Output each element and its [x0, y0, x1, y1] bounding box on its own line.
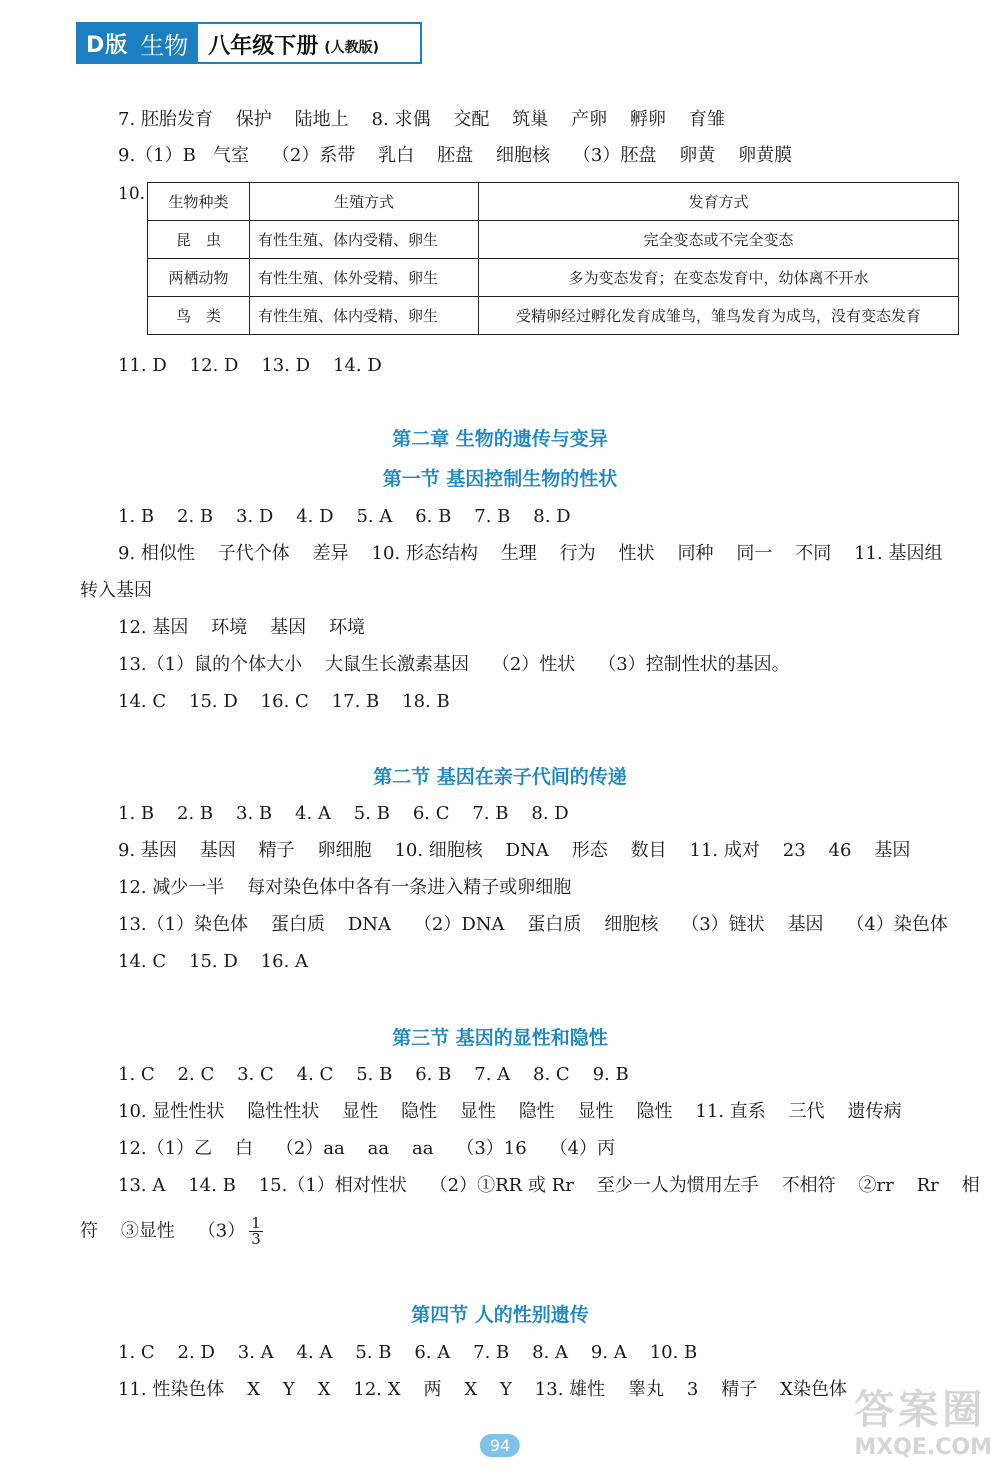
section-1-title: 第一节 基因控制生物的性状 [382, 468, 618, 490]
s3-line-1: 1. C 2. C 3. C 4. C 5. B 6. B 7. A 8. C 9. B [118, 1064, 629, 1085]
table-header: 生物种类 [148, 183, 250, 221]
section-4-title: 第四节 人的性别遗传 [411, 1304, 589, 1326]
table-cell: 昆 虫 [148, 221, 250, 259]
table-cell: 鸟 类 [148, 297, 250, 335]
s3-line-2: 10. 显性性状 隐性性状 显性 隐性 显性 隐性 显性 隐性 11. 直系 三代 遗传病 [118, 1101, 902, 1122]
table-row [148, 297, 959, 335]
s2-line-3: 12. 减少一半 每对染色体中各有一条进入精子或卵细胞 [118, 877, 572, 898]
book-title: 八年级下册 [208, 34, 319, 59]
s2-line-4: 13.（1）染色体 蛋白质 DNA （2）DNA 蛋白质 细胞核 （3）链状 基因 （4）染色体 [118, 914, 948, 935]
s1-line-4: 12. 基因 环境 基因 环境 [118, 617, 366, 638]
page-header [76, 22, 422, 64]
table-row [148, 221, 959, 259]
s1-line-1: 1. B 2. B 3. D 4. D 5. A 6. B 7. B 8. D [118, 506, 571, 527]
s4-line-1: 1. C 2. D 3. A 4. A 5. B 6. A 7. B 8. A 9. A 10. B [118, 1342, 698, 1363]
chapter-title: 第二章 生物的遗传与变异 [392, 428, 608, 450]
s2-line-2: 9. 基因 基因 精子 卵细胞 10. 细胞核 DNA 形态 数目 11. 成对 23 46 基因 [118, 840, 911, 861]
table-cell: 有性生殖、体外受精、卵生 [250, 259, 479, 297]
edition-label: (人教版) [324, 40, 380, 56]
s1-line-2: 9. 相似性 子代个体 差异 10. 形态结构 生理 行为 性状 同种 同一 不同 11. 基因组 [118, 543, 943, 564]
s3-line-4: 13. A 14. B 15.（1）相对性状 （2）①RR 或 Rr 至少一人为惯用左手 不相符 ②rr Rr 相 [118, 1175, 980, 1196]
s2-line-5: 14. C 15. D 16. A [118, 951, 309, 972]
watermark-url: MXQE.COM [854, 1435, 992, 1460]
s1-line-5: 13.（1）鼠的个体大小 大鼠生长激素基因 （2）性状 （3）控制性状的基因。 [118, 654, 790, 675]
table-cell: 完全变态或不完全变态 [479, 221, 959, 259]
table-row [148, 259, 959, 297]
answer-line-9: 9.（1）B 气室 （2）系带 乳白 胚盘 细胞核 （3）胚盘 卵黄 卵黄膜 [118, 145, 793, 166]
reproduction-table [147, 182, 959, 335]
s2-line-1: 1. B 2. B 3. B 4. A 5. B 6. C 7. B 8. D [118, 803, 569, 824]
table-header-row [148, 183, 959, 221]
answer-line-7: 7. 胚胎发育 保护 陆地上 8. 求偶 交配 筑巢 产卵 孵卵 育雏 [118, 109, 725, 130]
watermark-logo [854, 1378, 992, 1460]
table-cell: 有性生殖、体内受精、卵生 [250, 297, 479, 335]
section-3-title: 第三节 基因的显性和隐性 [392, 1027, 608, 1049]
table-cell: 有性生殖、体内受精、卵生 [250, 221, 479, 259]
page-number: 94 [480, 1434, 520, 1457]
fraction-denominator: 3 [251, 1230, 261, 1248]
subject-label: 生物 [134, 24, 198, 62]
answer-10-label: 10. [118, 184, 146, 204]
section-2-title: 第二节 基因在亲子代间的传递 [373, 766, 627, 788]
s3-line-5 [80, 1216, 970, 1247]
fraction-one-third [249, 1216, 263, 1247]
table-cell: 两栖动物 [148, 259, 250, 297]
s4-line-2: 11. 性染色体 X Y X 12. X 两 X Y 13. 雄性 睾丸 3 精子 X染色体 [118, 1379, 847, 1400]
watermark-text: 答案圈 [854, 1387, 987, 1433]
edition-badge: D版 [78, 24, 134, 62]
s1-line-6: 14. C 15. D 16. C 17. B 18. B [118, 691, 450, 712]
table-cell: 多为变态发育；在变态发育中，幼体离不开水 [479, 259, 959, 297]
s1-line-3: 转入基因 [80, 580, 152, 601]
table-header: 发育方式 [479, 183, 959, 221]
s3-line-5-text: 符 ③显性 （3） [80, 1220, 246, 1242]
fraction-numerator: 1 [251, 1214, 261, 1232]
table-cell: 受精卵经过孵化发育成雏鸟，雏鸟发育为成鸟，没有变态发育 [479, 297, 959, 335]
table-header: 生殖方式 [250, 183, 479, 221]
answer-line-11: 11. D 12. D 13. D 14. D [118, 355, 382, 376]
s3-line-3: 12.（1）乙 白 （2）aa aa aa （3）16 （4）丙 [118, 1138, 616, 1159]
